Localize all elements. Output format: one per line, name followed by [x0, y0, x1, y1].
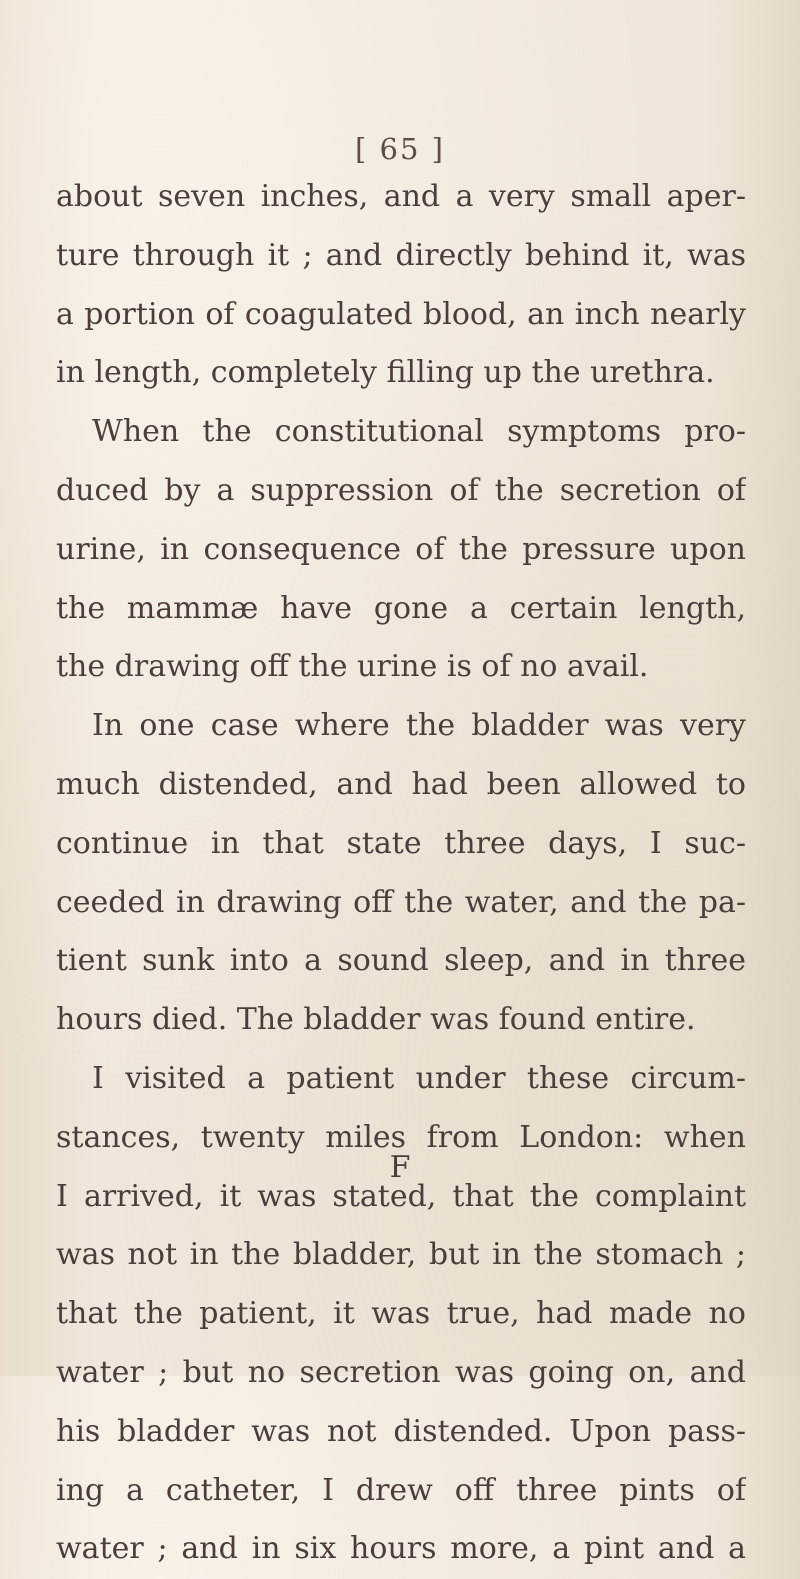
- text-line: ceeded in drawing off the water, and the pa-: [56, 884, 746, 920]
- text-line: tient sunk into a sound sleep, and in three: [56, 943, 746, 979]
- text-line: When the constitutional symptoms pro-: [92, 414, 746, 450]
- text-line: water ; but no secretion was going on, and: [56, 1354, 746, 1390]
- signature-mark: F: [389, 1150, 411, 1185]
- text-line: ture through it ; and directly behind it, was: [56, 237, 746, 273]
- text-line: his bladder was not distended. Upon pass-: [56, 1413, 746, 1449]
- text-line: much distended, and had been allowed to: [56, 766, 746, 802]
- text-line: stances, twenty miles from London: when: [56, 1119, 746, 1155]
- body-text: [56, 168, 746, 1579]
- text-line: I visited a patient under these circum-: [92, 1060, 746, 1096]
- text-line: water ; and in six hours more, a pint and a: [56, 1531, 746, 1567]
- text-line: ing a catheter, I drew off three pints of: [56, 1472, 746, 1508]
- text-line: that the patient, it was true, had made no: [56, 1296, 746, 1332]
- page-number: [ 65 ]: [355, 132, 445, 166]
- text-line: about seven inches, and a very small aper-: [56, 179, 746, 214]
- text-line: a portion of coagulated blood, an inch nearly: [56, 296, 746, 332]
- text-line: hours died. The bladder was found entire.: [56, 1002, 696, 1038]
- text-line: urine, in consequence of the pressure upon: [56, 531, 746, 567]
- text-line: duced by a suppression of the secretion of: [56, 472, 746, 508]
- text-line: the mammæ have gone a certain length,: [56, 590, 746, 626]
- text-line: I arrived, it was stated, that the complaint: [56, 1178, 746, 1214]
- text-line: In one case where the bladder was very: [92, 708, 746, 744]
- text-line: the drawing off the urine is of no avail.: [56, 649, 649, 685]
- text-line: continue in that state three days, I suc-: [56, 825, 746, 861]
- text-line: was not in the bladder, but in the stomach ;: [56, 1237, 746, 1273]
- text-line: in length, completely filling up the urethra.: [56, 355, 715, 391]
